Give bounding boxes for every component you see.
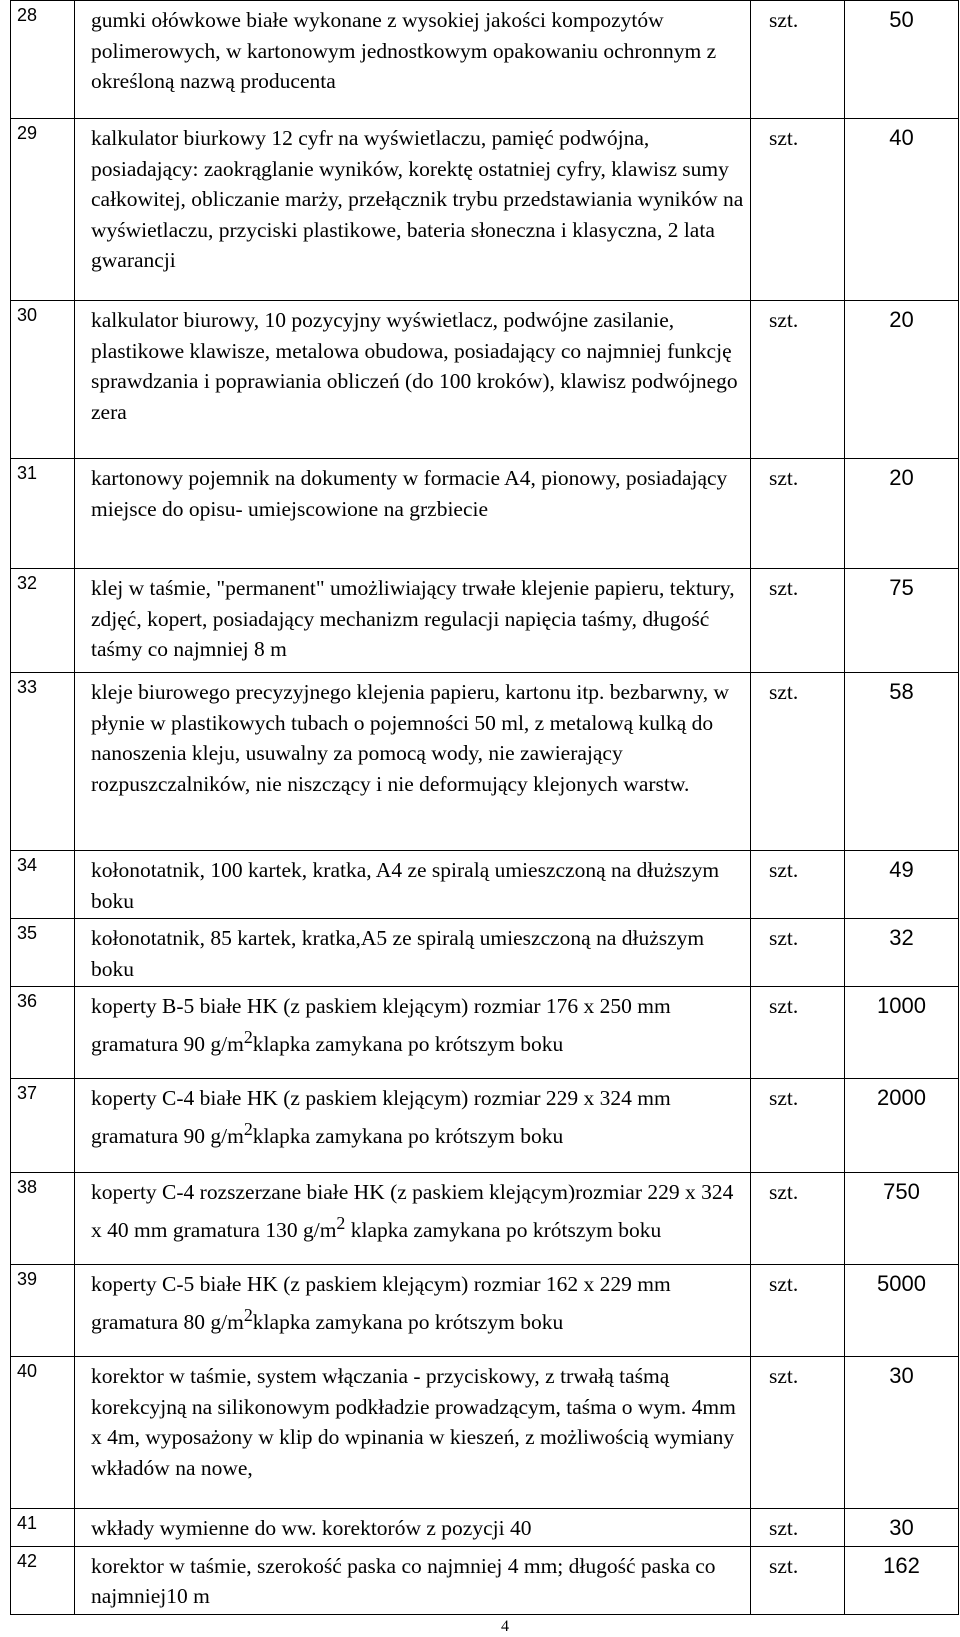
row-unit: szt. xyxy=(751,301,845,459)
desc-text: klapka zamykana po krótszym boku xyxy=(252,1123,564,1148)
row-number: 40 xyxy=(11,1357,75,1509)
row-number: 33 xyxy=(11,673,75,851)
row-number: 39 xyxy=(11,1265,75,1357)
row-description xyxy=(75,1079,751,1173)
row-description: korektor w taśmie, system włączania - przyciskowy, z trwałą taśmą korekcyjną na silikonowym podkładzie prowadzącym, taśma o wym. 4mm x 4m, wyposażony w klip do wpinania w kieszeń, z możliwością wymiany wkładów na nowe, xyxy=(75,1357,751,1509)
table-row xyxy=(11,851,959,919)
table-row xyxy=(11,1,959,119)
page-number: 4 xyxy=(501,1618,509,1635)
row-description: kleje biurowego precyzyjnego klejenia papieru, kartonu itp. bezbarwny, w płynie w plastikowych tubach o pojemności 50 ml, z metalową kulką do nanoszenia kleju, usuwalny za pomocą wody, nie zawierający rozpuszczalników, nie niszczący i nie deformujący klejonych warstw. xyxy=(75,673,751,851)
row-quantity: 50 xyxy=(845,1,959,119)
row-unit: szt. xyxy=(751,919,845,987)
row-number: 37 xyxy=(11,1079,75,1173)
row-description: wkłady wymienne do ww. korektorów z pozycji 40 xyxy=(75,1509,751,1547)
row-description: kartonowy pojemnik na dokumenty w formacie A4, pionowy, posiadający miejsce do opisu- umiejscowione na grzbiecie xyxy=(75,459,751,569)
table-row xyxy=(11,1173,959,1265)
desc-text: klapka zamykana po krótszym boku xyxy=(252,1309,564,1334)
row-quantity: 20 xyxy=(845,459,959,569)
table-row xyxy=(11,459,959,569)
superscript: 2 xyxy=(336,1212,346,1233)
row-unit: szt. xyxy=(751,1173,845,1265)
row-description: kołonotatnik, 100 kartek, kratka, A4 ze spiralą umieszczoną na dłuższym boku xyxy=(75,851,751,919)
row-quantity: 2000 xyxy=(845,1079,959,1173)
row-number: 34 xyxy=(11,851,75,919)
desc-text: koperty C-5 białe HK (z paskiem klejącym) rozmiar 162 x 229 mm gramatura 80 g/m xyxy=(91,1272,671,1334)
row-number: 28 xyxy=(11,1,75,119)
row-unit: szt. xyxy=(751,1546,845,1614)
row-unit: szt. xyxy=(751,1509,845,1547)
table-row xyxy=(11,673,959,851)
row-unit: szt. xyxy=(751,119,845,301)
desc-text: klapka zamykana po krótszym boku xyxy=(252,1031,564,1056)
desc-text: koperty C-4 białe HK (z paskiem klejącym) rozmiar 229 x 324 mm gramatura 90 g/m xyxy=(91,1086,671,1148)
row-number: 31 xyxy=(11,459,75,569)
row-quantity: 32 xyxy=(845,919,959,987)
table-row xyxy=(11,987,959,1079)
row-number: 36 xyxy=(11,987,75,1079)
items-table xyxy=(10,0,959,1615)
row-description: klej w taśmie, "permanent" umożliwiający trwałe klejenie papieru, tektury, zdjęć, kopert, posiadający mechanizm regulacji napięcia taśmy, długość taśmy co najmniej 8 m xyxy=(75,569,751,673)
row-quantity: 5000 xyxy=(845,1265,959,1357)
row-unit: szt. xyxy=(751,1,845,119)
row-number: 30 xyxy=(11,301,75,459)
row-unit: szt. xyxy=(751,851,845,919)
row-description xyxy=(75,987,751,1079)
row-quantity: 49 xyxy=(845,851,959,919)
row-unit: szt. xyxy=(751,1357,845,1509)
row-description: kołonotatnik, 85 kartek, kratka,A5 ze spiralą umieszczoną na dłuższym boku xyxy=(75,919,751,987)
row-quantity: 20 xyxy=(845,301,959,459)
table-row xyxy=(11,1079,959,1173)
row-description: kalkulator biurowy, 10 pozycyjny wyświetlacz, podwójne zasilanie, plastikowe klawisze, metalowa obudowa, posiadający co najmniej funkcję sprawdzania i poprawiania obliczeń (do 100 kroków), klawisz podwójnego zera xyxy=(75,301,751,459)
superscript: 2 xyxy=(243,1026,253,1047)
row-number: 38 xyxy=(11,1173,75,1265)
row-description: korektor w taśmie, szerokość paska co najmniej 4 mm; długość paska co najmniej10 m xyxy=(75,1546,751,1614)
row-description xyxy=(75,1173,751,1265)
row-quantity: 1000 xyxy=(845,987,959,1079)
row-unit: szt. xyxy=(751,1079,845,1173)
row-number: 42 xyxy=(11,1546,75,1614)
row-unit: szt. xyxy=(751,673,845,851)
row-number: 41 xyxy=(11,1509,75,1547)
desc-text: koperty B-5 białe HK (z paskiem klejącym) rozmiar 176 x 250 mm gramatura 90 g/m xyxy=(91,994,671,1056)
desc-text: klapka zamykana po krótszym boku xyxy=(345,1217,662,1242)
row-unit: szt. xyxy=(751,459,845,569)
row-unit: szt. xyxy=(751,987,845,1079)
row-unit: szt. xyxy=(751,569,845,673)
row-quantity: 30 xyxy=(845,1509,959,1547)
desc-text: koperty C-4 rozszerzane białe HK (z paskiem klejącym)rozmiar 229 x 324 x 40 mm gramatura 130 g/m xyxy=(91,1180,734,1242)
table-row xyxy=(11,119,959,301)
table-row xyxy=(11,301,959,459)
row-unit: szt. xyxy=(751,1265,845,1357)
row-number: 35 xyxy=(11,919,75,987)
row-quantity: 162 xyxy=(845,1546,959,1614)
table-row xyxy=(11,569,959,673)
row-description: gumki ołówkowe białe wykonane z wysokiej jakości kompozytów polimerowych, w kartonowym jednostkowym opakowaniu ochronnym z określoną nazwą producenta xyxy=(75,1,751,119)
row-quantity: 75 xyxy=(845,569,959,673)
table-row xyxy=(11,919,959,987)
row-description xyxy=(75,1265,751,1357)
table-row xyxy=(11,1357,959,1509)
row-number: 32 xyxy=(11,569,75,673)
superscript: 2 xyxy=(243,1304,253,1325)
row-quantity: 30 xyxy=(845,1357,959,1509)
row-description: kalkulator biurkowy 12 cyfr na wyświetlaczu, pamięć podwójna, posiadający: zaokrąglanie wyników, korektę ostatniej cyfry, klawisz sumy całkowitej, obliczanie marży, przełącznik trybu przedstawiania wyników na wyświetlaczu, przyciski plastikowe, bateria słoneczna i klasyczna, 2 lata gwarancji xyxy=(75,119,751,301)
row-number: 29 xyxy=(11,119,75,301)
table-row xyxy=(11,1546,959,1614)
table-row xyxy=(11,1509,959,1547)
row-quantity: 58 xyxy=(845,673,959,851)
row-quantity: 40 xyxy=(845,119,959,301)
superscript: 2 xyxy=(243,1118,253,1139)
row-quantity: 750 xyxy=(845,1173,959,1265)
table-row xyxy=(11,1265,959,1357)
